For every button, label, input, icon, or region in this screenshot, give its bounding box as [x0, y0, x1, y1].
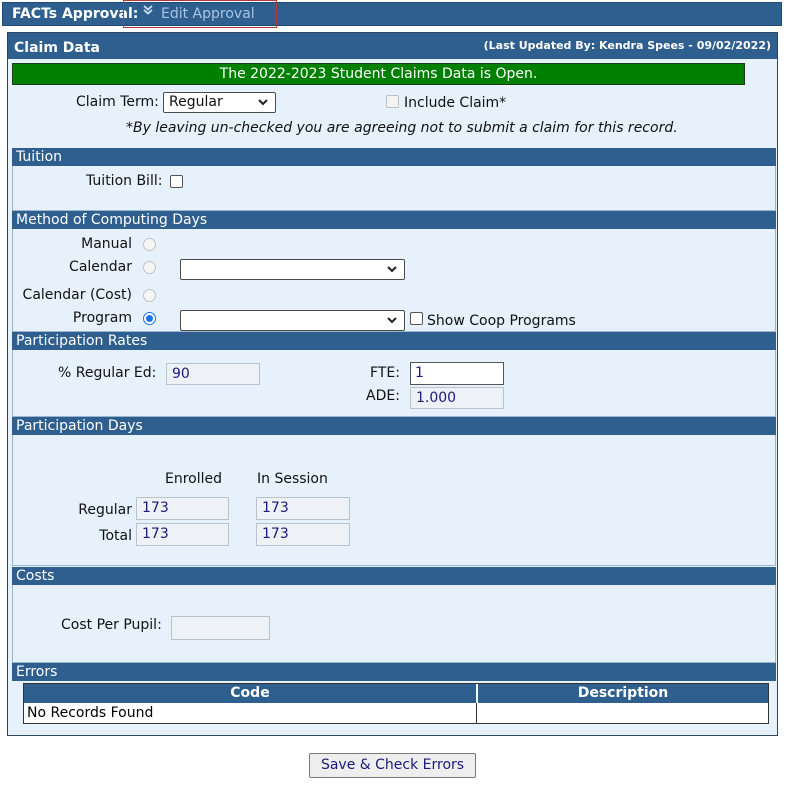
claim-term-label: Claim Term: [76, 94, 159, 110]
calendar-cost-radio[interactable] [143, 289, 156, 302]
regular-ed-label: % Regular Ed: [58, 365, 157, 381]
regular-enrolled-field[interactable]: 173 [136, 497, 229, 520]
fte-label: FTE: [370, 365, 400, 381]
method-section-header: Method of Computing Days [12, 211, 776, 229]
in-session-header: In Session [257, 471, 328, 487]
description-column-header[interactable]: Description [478, 684, 768, 703]
total-enrolled-field[interactable]: 173 [136, 523, 229, 546]
enrolled-header: Enrolled [165, 471, 223, 487]
ade-label: ADE: [366, 388, 400, 404]
include-claim-checkbox[interactable] [386, 95, 399, 108]
include-claim-label: Include Claim* [404, 95, 507, 111]
panel-title: Claim Data [14, 40, 100, 56]
program-select[interactable] [180, 310, 405, 331]
tuition-bill-checkbox[interactable] [170, 175, 183, 188]
show-coop-label: Show Coop Programs [427, 313, 576, 329]
claim-term-select[interactable] [163, 92, 276, 113]
claim-term-value: Regular [169, 94, 223, 110]
code-column-header[interactable]: Code [24, 684, 477, 703]
cost-per-pupil-field[interactable] [171, 616, 270, 640]
save-check-errors-button[interactable]: Save & Check Errors [309, 753, 476, 778]
costs-section-header: Costs [12, 567, 776, 585]
empty-description-cell [478, 703, 768, 724]
no-records-cell: No Records Found [24, 703, 477, 724]
facts-approval-title: FACTs Approval: [12, 6, 139, 22]
calendar-radio[interactable] [143, 261, 156, 274]
double-chevron-down-icon[interactable] [143, 5, 153, 17]
fte-input[interactable]: 1 [410, 362, 504, 385]
ade-field[interactable]: 1.000 [410, 387, 504, 409]
regular-ed-field[interactable]: 90 [166, 363, 260, 385]
regular-in-session-field[interactable]: 173 [256, 497, 350, 520]
errors-section-header: Errors [12, 663, 776, 681]
chevron-down-icon [257, 96, 269, 108]
include-claim-note: *By leaving un-checked you are agreeing not to submit a claim for this record. [126, 120, 678, 136]
days-section-body [12, 435, 776, 566]
last-updated-text: (Last Updated By: Kendra Spees - 09/02/2022) [483, 39, 771, 52]
total-in-session-field[interactable]: 173 [256, 523, 350, 546]
regular-row-label: Regular [78, 502, 132, 518]
rates-section-body [12, 350, 776, 417]
calendar-cost-label: Calendar (Cost) [22, 287, 132, 303]
program-label: Program [72, 310, 132, 326]
manual-label: Manual [81, 236, 132, 252]
total-row-label: Total [99, 528, 132, 544]
rates-section-header: Participation Rates [12, 332, 776, 350]
errors-table [23, 683, 769, 724]
calendar-select[interactable] [180, 259, 405, 280]
calendar-label: Calendar [69, 259, 132, 275]
cost-per-pupil-label: Cost Per Pupil: [61, 617, 162, 633]
edit-approval-link[interactable]: Edit Approval [161, 6, 255, 22]
days-section-header: Participation Days [12, 417, 776, 435]
chevron-down-icon [386, 263, 398, 275]
tuition-section-header: Tuition [12, 148, 776, 166]
manual-radio[interactable] [143, 238, 156, 251]
program-radio[interactable] [143, 312, 156, 325]
tuition-bill-label: Tuition Bill: [86, 173, 163, 189]
claims-open-banner: The 2022-2023 Student Claims Data is Open. [12, 63, 745, 85]
show-coop-checkbox[interactable] [410, 312, 423, 325]
chevron-down-icon [386, 314, 398, 326]
